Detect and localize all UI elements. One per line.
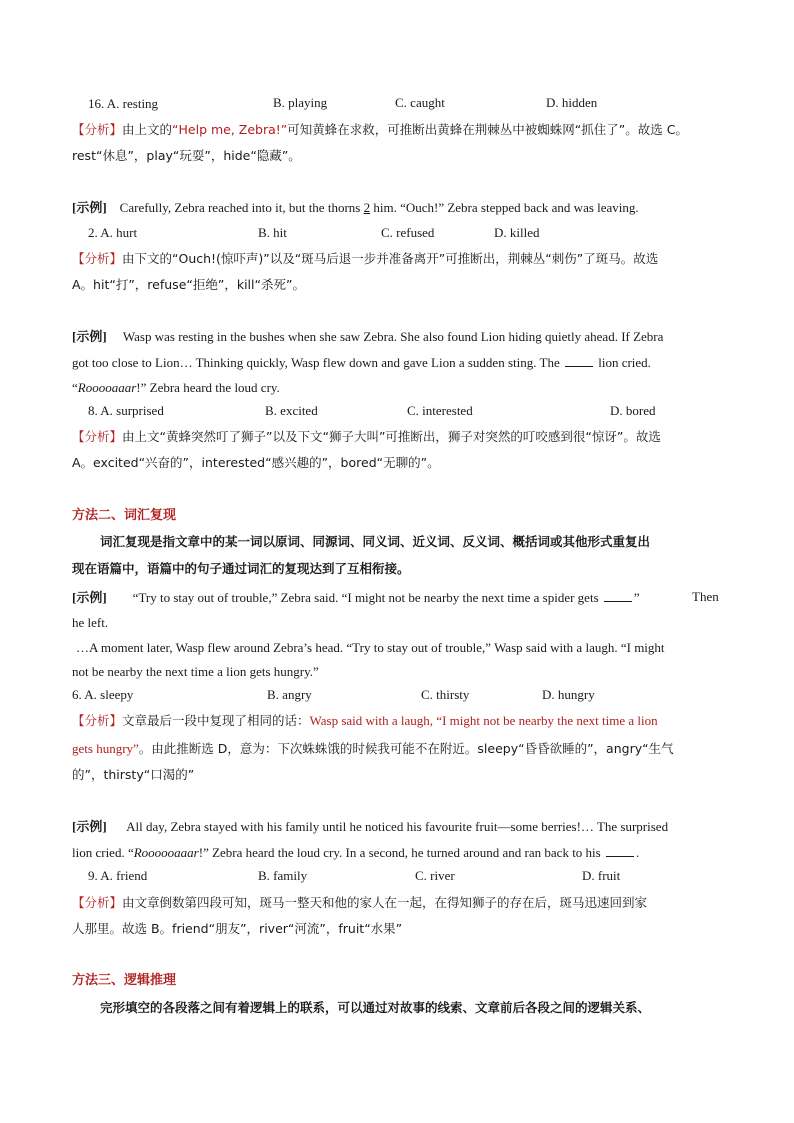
option-d: D. hidden	[546, 95, 598, 110]
option-b: B. excited	[265, 403, 318, 418]
example-text: !” Zebra heard the loud cry. In a second, he turned around and ran back to his	[198, 845, 601, 860]
example-line: …A moment later, Wasp flew around Zebra’s head. “Try to stay out of trouble,” Wasp said with a laugh. “I might	[76, 640, 665, 655]
example-text: him. “Ouch!” Zebra stepped back and was leaving.	[373, 200, 639, 215]
example-text: .	[635, 845, 640, 860]
example-italic: Rooooaaar	[77, 380, 137, 395]
example-text: lion cried. “	[72, 845, 134, 860]
example-line	[72, 379, 280, 397]
analysis-line	[72, 712, 658, 730]
option-c: C. river	[415, 868, 455, 883]
analysis-tag: 【分析】	[72, 895, 123, 910]
analysis-text: A。excited“兴奋的”，interested“感兴趣的”，bored“无聊的”。	[72, 455, 440, 470]
example-text: Wasp was resting in the bushes when she saw Zebra. She also found Lion hiding quietly ahead. If Zebra	[122, 329, 664, 344]
option-d: D. fruit	[582, 868, 621, 883]
option-c: C. refused	[381, 225, 435, 240]
example-line: not be nearby the next time a lion gets hungry.”	[72, 664, 319, 679]
option-b: B. angry	[267, 687, 312, 702]
method-heading: 方法三、逻辑推理	[72, 973, 177, 988]
analysis-line	[72, 147, 301, 165]
example-text: got too close to Lion… Thinking quickly, Wasp flew down and gave Lion a sudden sting. The	[72, 355, 560, 370]
analysis-text: 人那里。故选 B。friend“朋友”，river“河流”，fruit“水果”	[72, 921, 403, 936]
analysis-line	[72, 250, 658, 268]
method-paragraph: 现在语篇中，语篇中的句子通过词汇的复现达到了互相衔接。	[72, 561, 410, 576]
option-d: D. killed	[494, 225, 540, 240]
example-text: “Try to stay out of trouble,” Zebra said. “I might not be nearby the next time a spider gets	[132, 590, 599, 605]
example-tag: [示例]	[72, 590, 107, 605]
analysis-text: rest“休息”，play“玩耍”，hide“隐藏”。	[72, 148, 301, 163]
example-line	[72, 199, 639, 217]
option-a: 9. A. friend	[88, 868, 148, 883]
analysis-text: 由上文“黄蜂突然叮了狮子”以及下文“狮子大叫”可推断出，狮子对突然的叮咬感到很“惊讶”。故选	[122, 429, 661, 444]
analysis-text: 可知黄蜂在求救，可推断出黄蜂在荆棘丛中被蜘蛛网“抓住了”。故选 C。	[287, 122, 688, 137]
example-line	[72, 354, 651, 372]
blank-number: 2	[363, 200, 371, 215]
analysis-text: 由下文的“Ouch!(惊吓声)”以及“斑马后退一步并准备离开”可推断出，荆棘丛“刺伤”了斑马。故选	[122, 251, 659, 266]
option-b: B. playing	[273, 95, 328, 110]
analysis-line	[72, 740, 674, 758]
example-text: Carefully, Zebra reached into it, but the thorns	[119, 200, 361, 215]
answer-blank	[606, 844, 634, 857]
analysis-tag: 【分析】	[72, 713, 123, 728]
example-line	[72, 818, 668, 836]
analysis-tag: 【分析】	[72, 251, 123, 266]
example-italic: Roooooaaar	[133, 845, 199, 860]
analysis-line	[72, 894, 647, 912]
option-a: 16. A. resting	[88, 96, 159, 111]
analysis-text: 由文章倒数第四段可知，斑马一整天和他的家人在一起，在得知狮子的存在后，斑马迅速回到家	[122, 895, 648, 910]
analysis-quote: “Help me, Zebra!”	[172, 122, 288, 137]
answer-blank	[604, 589, 632, 602]
method-heading: 方法二、词汇复现	[72, 508, 177, 523]
analysis-text: 文章最后一段中复现了相同的话：	[122, 713, 310, 728]
example-line: he left.	[72, 615, 109, 630]
option-a: 2. A. hurt	[88, 225, 138, 240]
example-text: All day, Zebra stayed with his family until he noticed his favourite fruit—some berries!… The surprised	[126, 819, 669, 834]
example-text: !” Zebra heard the loud cry.	[136, 380, 280, 395]
analysis-text: 由上文的	[122, 122, 173, 137]
analysis-quote: gets hungry”	[72, 741, 139, 756]
analysis-line	[72, 121, 688, 139]
answer-blank	[565, 354, 593, 367]
example-line	[72, 844, 639, 862]
option-c: C. caught	[395, 95, 445, 110]
example-text: ”	[633, 590, 640, 605]
example-tag: [示例]	[72, 200, 107, 215]
analysis-tag: 【分析】	[72, 429, 123, 444]
option-c: C. interested	[407, 403, 473, 418]
example-text: “	[72, 380, 78, 395]
example-text: lion cried.	[598, 355, 651, 370]
analysis-line	[72, 454, 440, 472]
option-a: 6. A. sleepy	[72, 687, 134, 702]
analysis-line	[72, 428, 661, 446]
example-tag: [示例]	[72, 329, 107, 344]
option-line	[88, 95, 158, 113]
method-paragraph: 词汇复现是指文章中的某一词以原词、同源词、同义词、近义词、反义词、概括词或其他形式重复出	[100, 534, 651, 549]
option-b: B. family	[258, 868, 308, 883]
analysis-tag: 【分析】	[72, 122, 123, 137]
option-a: 8. A. surprised	[88, 403, 164, 418]
analysis-quote: Wasp said with a laugh, “I might not be nearby the next time a lion	[309, 713, 658, 728]
analysis-text: A。hit“打”，refuse“拒绝”，kill“杀死”。	[72, 277, 305, 292]
option-c: C. thirsty	[421, 687, 470, 702]
method-paragraph: 完形填空的各段落之间有着逻辑上的联系，可以通过对故事的线索、文章前后各段之间的逻辑关系、	[100, 1000, 651, 1015]
example-text: Then	[692, 589, 719, 604]
example-line	[72, 328, 663, 346]
option-b: B. hit	[258, 225, 287, 240]
analysis-line	[72, 920, 402, 938]
option-d: D. bored	[610, 403, 656, 418]
option-d: D. hungry	[542, 687, 595, 702]
analysis-line: 的”，thirsty“口渴的”	[72, 767, 195, 782]
analysis-text: 。由此推断选 D，意为：下次蛛蛛饿的时候我可能不在附近。sleepy“昏昏欲睡的”，angry“生气	[138, 741, 674, 756]
example-tag: [示例]	[72, 819, 107, 834]
analysis-line	[72, 276, 305, 294]
example-line	[72, 589, 640, 607]
